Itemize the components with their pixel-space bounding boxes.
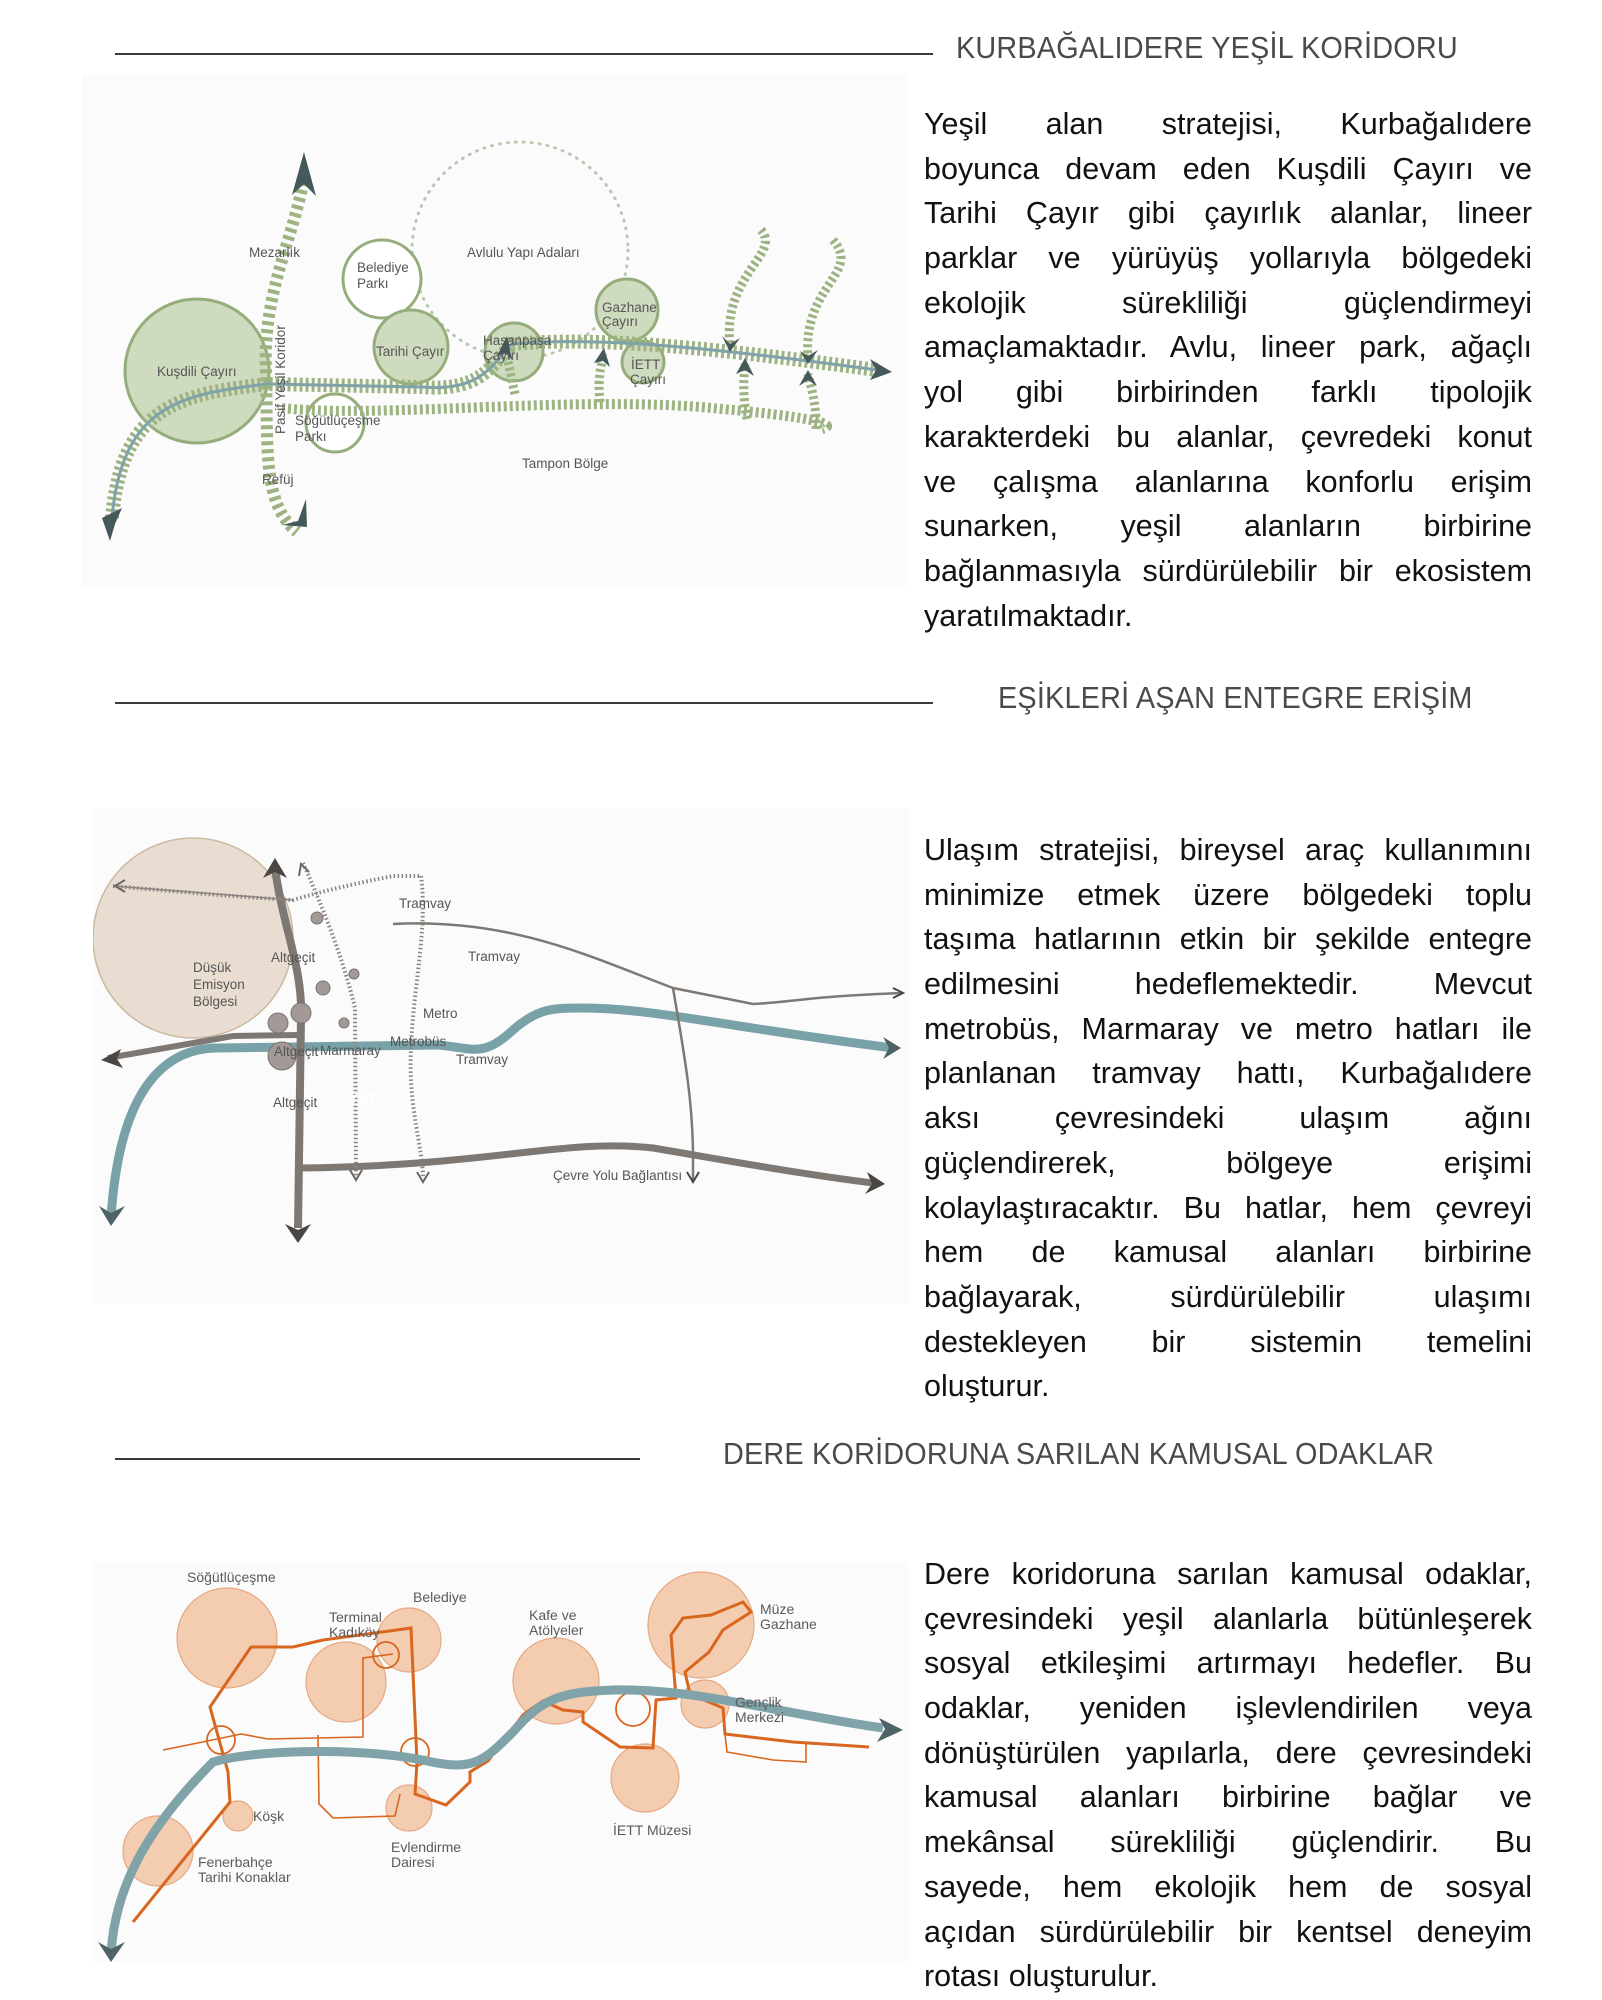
arrow-down-icon: [722, 336, 740, 352]
label-tramvay-2: Tramvay: [468, 949, 521, 964]
body-line: mekânsal sürekliliği güçlendirir. Bu: [924, 1825, 1532, 1860]
feeder-corridor: [729, 230, 765, 346]
label-tramvay-3: Tramvay: [456, 1052, 509, 1067]
label-yht: YHT: [349, 1091, 376, 1106]
label-tarihi-cayir: Tarihi Çayır: [376, 344, 445, 359]
label-iett-1: İETT: [631, 357, 661, 372]
body-line: kolaylaştıracaktır. Bu hatlar, hem çevreyi: [924, 1190, 1532, 1225]
label-tampon-bolge: Tampon Bölge: [522, 456, 609, 471]
label-sogutlucesme: Söğütlüçeşme: [187, 1569, 276, 1585]
body-line: sosyal etkileşimi artırmayı hedefler. Bu: [924, 1646, 1532, 1681]
body-line: Ulaşım stratejisi, bireysel araç kullanımını: [924, 833, 1532, 867]
body-line: karakterdeki bu alanlar, çevredeki konut: [924, 419, 1532, 454]
section-2-heading: EŞİKLERİ AŞAN ENTEGRE ERİŞİM: [998, 680, 1473, 715]
body-line: dönüştürülen yapılarla, dere çevresindeki: [924, 1735, 1532, 1770]
label-dusuk-2: Emisyon: [193, 977, 245, 992]
public-nodes-diagram: [93, 1562, 909, 1962]
section-3-diagram-panel: [93, 1562, 909, 1962]
label-genclik-2: Merkezi: [735, 1709, 785, 1725]
label-altgecit-3: Altgeçit: [273, 1095, 318, 1110]
body-line: Dere koridoruna sarılan kamusal odaklar,: [924, 1557, 1532, 1591]
label-terminal-2: Kadıköy: [329, 1624, 380, 1640]
label-sogutlucesme-2: Parkı: [295, 429, 327, 444]
label-tramvay-1: Tramvay: [399, 896, 452, 911]
metrobus-station: [291, 1003, 311, 1023]
body-line: güçlendirerek, bölgeye erişimi: [924, 1145, 1532, 1180]
arrow-down-icon: [417, 1172, 429, 1182]
label-muze-2: Gazhane: [760, 1616, 817, 1632]
feeder-corridor: [808, 240, 841, 359]
body-line: sunarken, yeşil alanların birbirine: [924, 509, 1532, 544]
section-3-heading-rule: [115, 1458, 640, 1460]
body-line: rotası oluşturulur.: [924, 1959, 1158, 1994]
body-line: sayede, hem ekolojik hem de sosyal: [924, 1869, 1532, 1904]
body-line: ve çalışma alanlarına konforlu erişim: [924, 464, 1532, 499]
tram-line: [411, 876, 423, 1178]
label-iett-muzesi: İETT Müzesi: [613, 1822, 692, 1838]
body-line: planlanan tramvay hattı, Kurbağalıdere: [924, 1056, 1532, 1091]
label-evlendirme-2: Dairesi: [391, 1854, 435, 1870]
body-line: boyunca devam eden Kuşdili Çayırı ve: [924, 151, 1532, 186]
body-line: bağlanmasıyla sürdürülebilir bir ekosistem: [924, 553, 1532, 588]
label-altgecit-1: Altgeçit: [271, 950, 316, 965]
body-line: çevresindeki yeşil alanlarla bütünleşerek: [924, 1601, 1532, 1636]
label-dusuk-1: Düşük: [193, 960, 232, 975]
section-1-heading: KURBAĞALIDERE YEŞİL KORİDORU: [956, 30, 1458, 65]
arrow-up-icon: [292, 152, 316, 196]
marmaray-station: [268, 1013, 288, 1033]
body-line: amaçlamaktadır. Avlu, lineer park, ağaçlı: [924, 330, 1532, 365]
label-genclik-1: Gençlik: [735, 1694, 782, 1710]
section-3-body: [924, 1552, 1532, 1999]
label-marmaray: Marmaray: [320, 1043, 381, 1058]
label-sogutlucesme-1: Söğütlüçeşme: [295, 413, 381, 428]
body-line: minimize etmek üzere bölgedeki toplu: [924, 877, 1532, 912]
section-1-diagram-panel: [82, 74, 908, 586]
body-line: ekolojik sürekliliği güçlendirmeyi: [924, 285, 1532, 320]
label-refuj: Refüj: [262, 472, 294, 487]
body-line: taşıma hatlarının etkin bir şekilde entegre: [924, 922, 1532, 957]
label-kafe-1: Kafe ve: [529, 1607, 577, 1623]
body-line: hem de kamusal alanları birbirine: [924, 1235, 1532, 1270]
iett-muzesi-node: [611, 1744, 679, 1812]
body-line: Tarihi Çayır gibi çayırlık alanlar, lineer: [924, 196, 1532, 231]
sogutlucesme-node: [177, 1588, 277, 1688]
label-metrobus: Metrobüs: [390, 1034, 447, 1049]
label-fenerbahce-1: Fenerbahçe: [198, 1854, 273, 1870]
body-line: edilmesini hedeflemektedir. Mevcut: [924, 967, 1532, 1002]
transport-diagram: [93, 808, 909, 1304]
label-hasanpasa-1: Hasanpaşa: [483, 333, 552, 348]
section-3-heading: DERE KORİDORUNA SARILAN KAMUSAL ODAKLAR: [723, 1436, 1435, 1471]
body-line: destekleyen bir sistemin temelini: [924, 1324, 1532, 1359]
body-line: yol gibi birbirinden farklı tipolojik: [924, 375, 1532, 410]
label-iett-2: Çayırı: [630, 372, 667, 387]
terminal-kadikoy-node: [306, 1642, 386, 1722]
belediye-node: [377, 1608, 441, 1672]
label-avlulu: Avlulu Yapı Adaları: [467, 245, 580, 260]
section-2-diagram-panel: [93, 808, 909, 1304]
body-line: açıdan sürdürülebilir bir kentsel deneyim: [924, 1914, 1532, 1949]
section-2-body: [924, 828, 1532, 1409]
label-belediye: Belediye: [413, 1589, 467, 1605]
junction-ring: [616, 1692, 650, 1726]
label-hasanpasa-2: Çayırı: [483, 348, 520, 363]
body-line: parklar ve yürüyüş yollarıyla bölgedeki: [924, 241, 1532, 276]
tramvay-station: [339, 1018, 349, 1028]
label-gazhane-1: Gazhane: [602, 300, 657, 315]
label-altgecit-2: Altgeçit: [274, 1044, 319, 1059]
label-pasif-koridor: Pasif Yeşil Koridor: [273, 325, 288, 434]
label-muze-1: Müze: [760, 1601, 795, 1617]
label-fenerbahce-2: Tarihi Konaklar: [198, 1869, 291, 1885]
muze-gazhane-node: [648, 1572, 754, 1678]
metro-station: [316, 981, 330, 995]
feeder-corridor: [744, 364, 747, 419]
body-line: Yeşil alan stratejisi, Kurbağalıdere: [924, 107, 1532, 141]
arrow-up-icon: [799, 370, 817, 386]
label-gazhane-2: Çayırı: [602, 314, 639, 329]
label-belediye-parki-2: Parkı: [357, 276, 389, 291]
green-corridor-diagram: [82, 74, 908, 586]
label-evlendirme-1: Evlendirme: [391, 1839, 462, 1855]
tramvay-station: [311, 912, 323, 924]
section-2-heading-rule: [115, 702, 933, 704]
body-line: yaratılmaktadır.: [924, 598, 1133, 633]
tramvay-station: [349, 969, 359, 979]
body-line: metrobüs, Marmaray ve metro hatları ile: [924, 1011, 1532, 1046]
label-cevre-yolu: Çevre Yolu Bağlantısı: [553, 1168, 683, 1183]
body-line: oluşturur.: [924, 1369, 1050, 1404]
label-mezarlik: Mezarlık: [249, 245, 301, 260]
section-1-body: [924, 102, 1532, 638]
label-kafe-2: Atölyeler: [529, 1622, 584, 1638]
label-dusuk-3: Bölgesi: [193, 994, 238, 1009]
label-metro: Metro: [423, 1006, 458, 1021]
body-line: aksı çevresindeki ulaşım ağını: [924, 1101, 1532, 1136]
body-line: odaklar, yeniden işlevlendirilen veya: [924, 1691, 1532, 1726]
label-kosk: Köşk: [253, 1808, 285, 1824]
label-kusdili: Kuşdili Çayırı: [157, 364, 237, 379]
evlendirme-node: [386, 1785, 432, 1831]
body-line: kamusal alanları birbirine bağlar ve: [924, 1780, 1532, 1815]
label-belediye-parki-1: Belediye: [357, 260, 409, 275]
body-line: bağlayarak, sürdürülebilir ulaşımı: [924, 1279, 1532, 1314]
label-terminal-1: Terminal: [329, 1609, 382, 1625]
section-1-heading-rule: [115, 53, 933, 55]
